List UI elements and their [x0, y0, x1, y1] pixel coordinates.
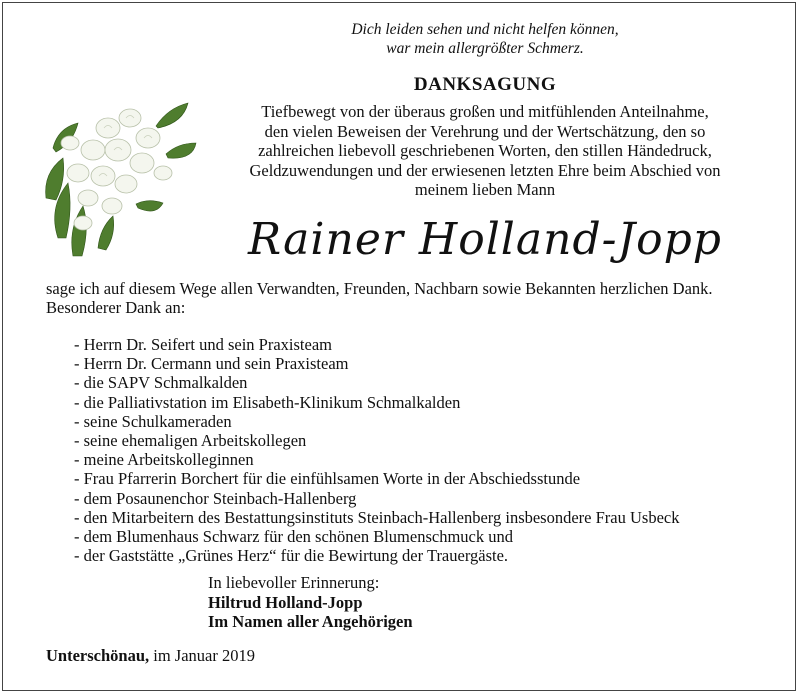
list-item: - die SAPV Schmalkalden	[74, 373, 784, 392]
special-thanks-label: Besonderer Dank an:	[46, 298, 186, 317]
motto-line-2: war mein allergrößter Schmerz.	[386, 40, 584, 57]
motto	[250, 20, 720, 58]
intro-text	[215, 102, 755, 200]
list-item: - Herrn Dr. Seifert und sein Praxisteam	[74, 335, 784, 354]
list-item: - die Palliativstation im Elisabeth-Klinikum Schmalkalden	[74, 393, 784, 412]
list-item: - Herrn Dr. Cermann und sein Praxisteam	[74, 354, 784, 373]
closing-block	[208, 573, 413, 632]
deceased-name: Rainer Holland-Jopp	[248, 214, 722, 265]
intro-line: den vielen Beweisen der Verehrung und der Wertschätzung, den so	[264, 121, 706, 141]
intro-line: Geldzuwendungen und der erwiesenen letzten Ehre beim Abschied von	[249, 160, 721, 180]
date: im Januar 2019	[153, 646, 255, 665]
list-item: - seine ehemaligen Arbeitskollegen	[74, 431, 784, 450]
intro-line: Tiefbewegt von der überaus großen und mitfühlenden Anteilnahme,	[261, 102, 709, 121]
place-date	[46, 646, 255, 666]
list-item: - dem Posaunenchor Steinbach-Hallenberg	[74, 489, 784, 508]
bouquet-icon	[38, 88, 198, 263]
intro-line: zahlreichen liebevoll geschriebenen Worten, den stillen Händedruck,	[258, 141, 712, 160]
list-item: - der Gaststätte „Grünes Herz“ für die Bewirtung der Trauergäste.	[74, 546, 784, 565]
signer-name: Hiltrud Holland-Jopp	[208, 592, 363, 612]
place: Unterschönau,	[46, 646, 150, 665]
family-line: Im Namen aller Angehörigen	[208, 612, 413, 631]
list-item: - seine Schulkameraden	[74, 412, 784, 431]
thanks-text: sage ich auf diesem Wege allen Verwandten, Freunden, Nachbarn sowie Bekannten herzlichen Dank.	[46, 279, 713, 298]
notice-heading: DANKSAGUNG	[413, 74, 557, 95]
motto-line-1: Dich leiden sehen und nicht helfen können,	[351, 21, 619, 38]
list-item: - Frau Pfarrerin Borchert für die einfühlsamen Worte in der Abschiedsstunde	[74, 469, 784, 488]
list-item: - den Mitarbeitern des Bestattungsinstituts Steinbach-Hallenberg insbesondere Frau Usbeck	[74, 508, 784, 527]
intro-line: meinem lieben Mann	[414, 180, 556, 199]
list-item: - dem Blumenhaus Schwarz für den schönen Blumenschmuck und	[74, 527, 784, 546]
memory-line: In liebevoller Erinnerung:	[208, 573, 380, 592]
thanks-list	[74, 335, 784, 565]
thanks-paragraph	[46, 279, 781, 317]
list-item: - meine Arbeitskolleginnen	[74, 450, 784, 469]
